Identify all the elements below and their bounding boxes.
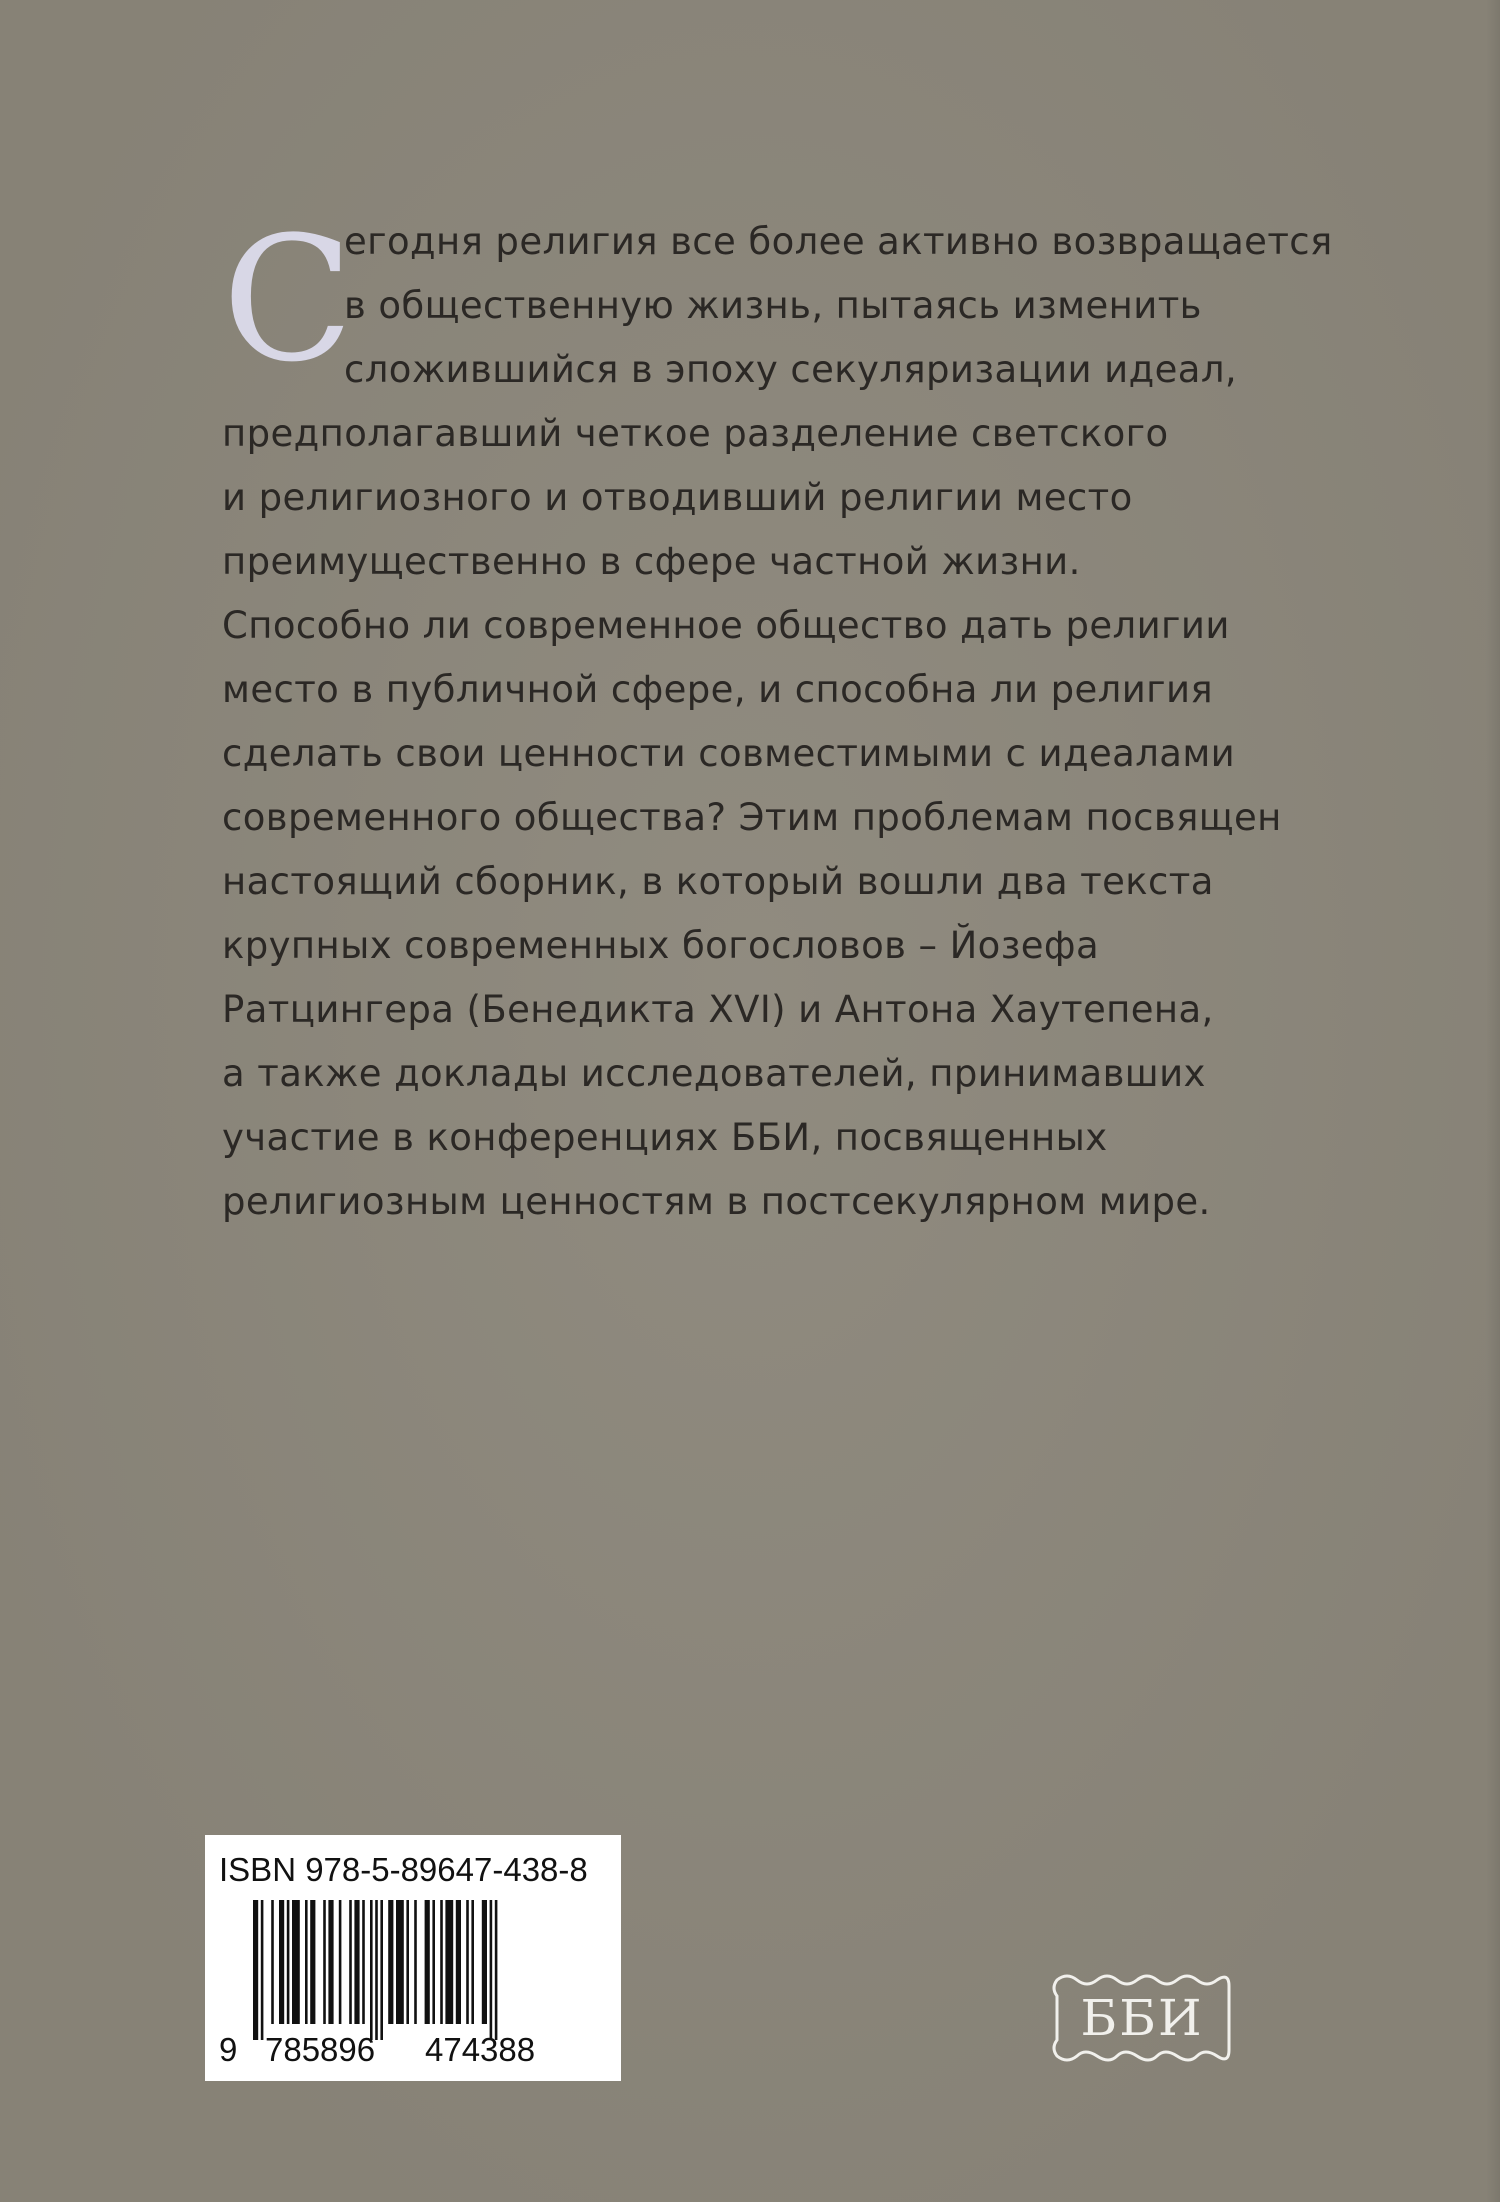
barcode-bar (305, 1900, 308, 2024)
barcode-bar (388, 1900, 393, 2024)
blurb-line: настоящий сборник, в который вошли два текста (222, 860, 1214, 903)
blurb-line: религиозным ценностям в постсекулярном мире. (222, 1180, 1211, 1223)
barcode-bar (495, 1900, 498, 2040)
barcode-bar (261, 1900, 264, 2040)
blurb-line: в общественную жизнь, пытаясь изменить (344, 284, 1202, 327)
barcode-bar (471, 1900, 474, 2024)
barcode-bar (406, 1900, 409, 2024)
blurb-line: современного общества? Этим проблемам посвящен (222, 796, 1282, 839)
barcode-bar (432, 1900, 435, 2024)
barcode-bar (279, 1900, 284, 2024)
barcode-bar (253, 1900, 258, 2040)
barcode-bar (396, 1900, 404, 2024)
barcode-bar (440, 1900, 443, 2024)
blurb-line: сделать свои ценности совместимыми с идеалами (222, 732, 1236, 775)
blurb-line: крупных современных богословов – Йозефа (222, 924, 1100, 967)
barcode-bar (328, 1900, 333, 2024)
isbn-barcode-label (205, 1835, 621, 2081)
blurb-line: и религиозного и отводивший религии место (222, 476, 1133, 519)
barcode-bar (425, 1900, 430, 2024)
barcode-bar (466, 1900, 469, 2024)
blurb-line: участие в конференциях ББИ, посвященных (222, 1116, 1108, 1159)
barcode-bar (362, 1900, 365, 2024)
barcode-digits-right: 474388 (425, 2031, 536, 2068)
barcode-digit-prefix: 9 (219, 2031, 238, 2068)
publisher-logo-text: ББИ (1080, 1989, 1204, 2047)
blurb-line: место в публичной сфере, и способна ли религия (222, 668, 1214, 711)
drop-cap-letter: С (222, 199, 354, 400)
barcode-bar (354, 1900, 359, 2024)
barcode-bar (414, 1900, 417, 2024)
barcode-bar (445, 1900, 453, 2024)
blurb-line: а также доклады исследователей, принимавших (222, 1052, 1206, 1095)
blurb-line: преимущественно в сфере частной жизни. (222, 540, 1081, 583)
publisher-logo (1047, 1968, 1237, 2068)
blurb-text-block (222, 199, 1333, 1234)
barcode-bar (271, 1900, 274, 2024)
barcode-bar (349, 1900, 352, 2024)
barcode-bar (339, 1900, 342, 2024)
barcode-bar (456, 1900, 461, 2024)
barcode-bar (310, 1900, 315, 2024)
barcode-digits-left: 785896 (265, 2031, 376, 2068)
barcode-bar (370, 1900, 373, 2040)
blurb-line: егодня религия все более активно возвращается (344, 220, 1333, 263)
blurb-line: Ратцингера (Бенедикта XVI) и Антона Хаутепена, (222, 988, 1214, 1031)
barcode-bar (292, 1900, 300, 2024)
blurb-line: предполагавший четкое разделение светского (222, 412, 1169, 455)
blurb-line: Способно ли современное общество дать религии (222, 604, 1230, 647)
barcode-bar (287, 1900, 290, 2024)
isbn-number: ISBN 978-5-89647-438-8 (219, 1851, 588, 1888)
barcode-bars (253, 1900, 583, 2040)
barcode-bar (482, 1900, 487, 2024)
blurb-line: сложившийся в эпоху секуляризации идеал, (344, 348, 1238, 391)
barcode-bar (323, 1900, 326, 2024)
barcode-bar (380, 1900, 383, 2040)
barcode-bar (375, 1900, 378, 2040)
barcode-bar (490, 1900, 493, 2040)
